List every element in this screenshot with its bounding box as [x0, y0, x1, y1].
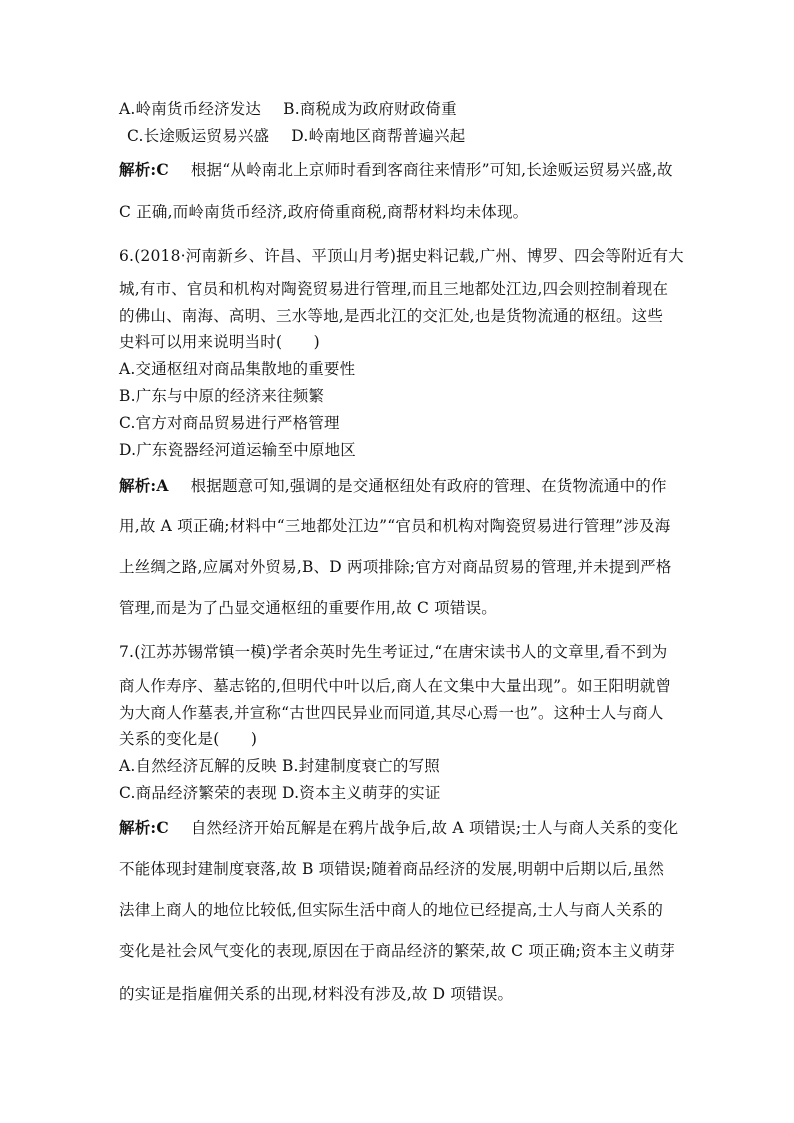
q6-analysis-text-1: 根据题意可知,强调的是交通枢纽处有政府的管理、在货物流通中的作: [190, 477, 667, 495]
q7-analysis-text-1: 自然经济开始瓦解是在鸦片战争后,故 A 项错误;士人与商人关系的变化: [190, 819, 679, 837]
q7-analysis-line-5: 的实证是指雇佣关系的出现,材料没有涉及,故 D 项错误。: [119, 985, 514, 1003]
q6-option-c: C.官方对商品贸易进行严格管理: [119, 414, 340, 432]
q5-options-cd: [127, 126, 465, 146]
q6-analysis-line-4: 管理,而是为了凸显交通枢纽的重要作用,故 C 项错误。: [119, 599, 497, 617]
q5-option-c: C.长途贩运贸易兴盛: [127, 127, 270, 145]
q6-analysis-line-2: 用,故 A 项正确;材料中“三地都处江边”“官员和机构对陶瓷贸易进行管理”涉及海: [119, 517, 671, 535]
q5-analysis-line-2: C 正确,而岭南货币经济,政府倚重商税,商帮材料均未体现。: [119, 203, 529, 221]
q7-options-ab: A.自然经济瓦解的反映 B.封建制度衰亡的写照: [119, 757, 440, 775]
q6-stem-line-3: 的佛山、南海、高明、三水等地,是西北江的交汇处,也是货物流通的枢纽。这些: [119, 307, 664, 325]
q5-option-b: B.商税成为政府财政倚重: [283, 100, 457, 118]
q6-analysis-label: 解析:A: [119, 476, 169, 495]
q7-analysis-line-2: 不能体现封建制度衰落,故 B 项错误;随着商品经济的发展,明朝中后期以后,虽然: [119, 860, 665, 878]
q7-stem-line-1: 7.(江苏苏锡常镇一模)学者余英时先生考证过,“在唐宋读书人的文章里,看不到为: [119, 643, 668, 661]
q6-option-b: B.广东与中原的经济来往频繁: [119, 387, 325, 405]
q6-stem-line-4: 史料可以用来说明当时( ): [119, 333, 320, 351]
q6-option-a: A.交通枢纽对商品集散地的重要性: [119, 360, 356, 378]
q7-analysis-line-3: 法律上商人的地位比较低,但实际生活中商人的地位已经提高,士人与商人关系的: [119, 901, 664, 919]
q5-option-a: A.岭南货币经济发达: [119, 100, 262, 118]
q7-options-cd: C.商品经济繁荣的表现 D.资本主义萌芽的实证: [119, 784, 441, 802]
q7-analysis-line-4: 变化是社会风气变化的表现,原因在于商品经济的繁荣,故 C 项正确;资本主义萌芽: [119, 942, 676, 960]
q6-stem-line-2: 城,有市、官员和机构对陶瓷贸易进行管理,而且三地都处江边,四会则控制着现在: [119, 280, 669, 298]
q7-stem-line-4: 关系的变化是( ): [119, 730, 258, 748]
q7-analysis-label: 解析:C: [119, 818, 169, 837]
q5-analysis-text-1: 根据“从岭南北上京师时看到客商往来情形”可知,长途贩运贸易兴盛,故: [190, 161, 673, 179]
q6-option-d: D.广东瓷器经河道运输至中原地区: [119, 441, 357, 459]
q7-stem-line-2: 商人作寿序、墓志铭的,但明代中叶以后,商人在文集中大量出现”。如王阳明就曾: [119, 677, 672, 695]
q5-options-ab: [119, 99, 457, 119]
q6-stem-line-1: 6.(2018·河南新乡、许昌、平顶山月考)据史料记载,广州、博罗、四会等附近有大: [119, 247, 684, 265]
q5-analysis-label: 解析:C: [119, 160, 169, 179]
q7-stem-line-3: 为大商人作墓表,并宣称“古世四民异业而同道,其尽心焉一也”。这种士人与商人: [119, 704, 664, 722]
q6-analysis-line-1: [119, 476, 667, 496]
q5-analysis-line-1: [119, 160, 673, 180]
q5-option-d: D.岭南地区商帮普遍兴起: [291, 127, 466, 145]
q7-analysis-line-1: [119, 818, 678, 838]
q6-analysis-line-3: 上丝绸之路,应属对外贸易,B、D 两项排除;官方对商品贸易的管理,并未提到严格: [119, 558, 672, 576]
